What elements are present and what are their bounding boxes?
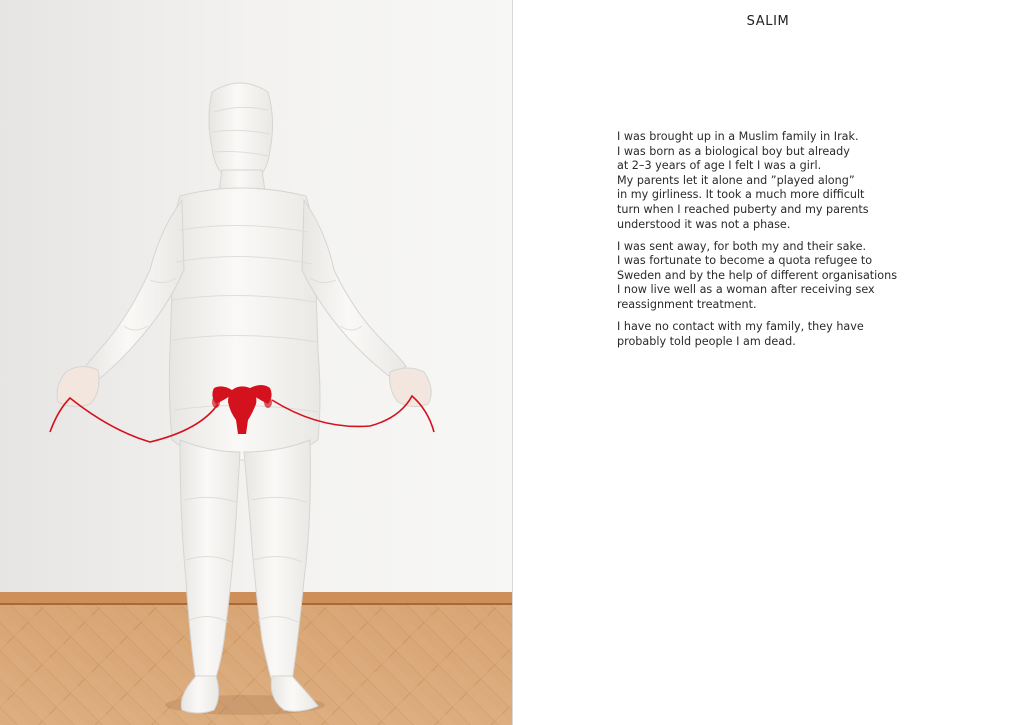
text-line: I now live well as a woman after receiving sex	[617, 283, 875, 297]
text-line: in my girliness. It took a much more difficult	[617, 188, 865, 202]
text-line: at 2–3 years of age I felt I was a girl.	[617, 159, 822, 173]
text-page	[513, 0, 1023, 725]
text-line: probably told people I am dead.	[617, 334, 796, 348]
text-line: My parents let it alone and ”played along”	[617, 173, 855, 187]
page-title: SALIM	[746, 14, 790, 29]
text-line: I have no contact with my family, they have	[617, 320, 864, 334]
text-line: I was brought up in a Muslim family in Irak.	[617, 130, 859, 143]
text-line: Sweden and by the help of different organisations	[617, 268, 898, 282]
paragraph-2	[617, 240, 977, 313]
story-text	[617, 130, 977, 357]
paragraph-1	[617, 130, 977, 232]
text-line: I was fortunate to become a quota refugee to	[617, 254, 873, 268]
paragraph-3	[617, 320, 977, 349]
text-line: reassignment treatment.	[617, 298, 757, 312]
text-line: I was sent away, for both my and their sake.	[617, 239, 867, 253]
text-line: I was born as a biological boy but already	[617, 144, 850, 158]
text-line: turn when I reached puberty and my parents	[617, 202, 869, 216]
text-line: understood it was not a phase.	[617, 217, 791, 231]
